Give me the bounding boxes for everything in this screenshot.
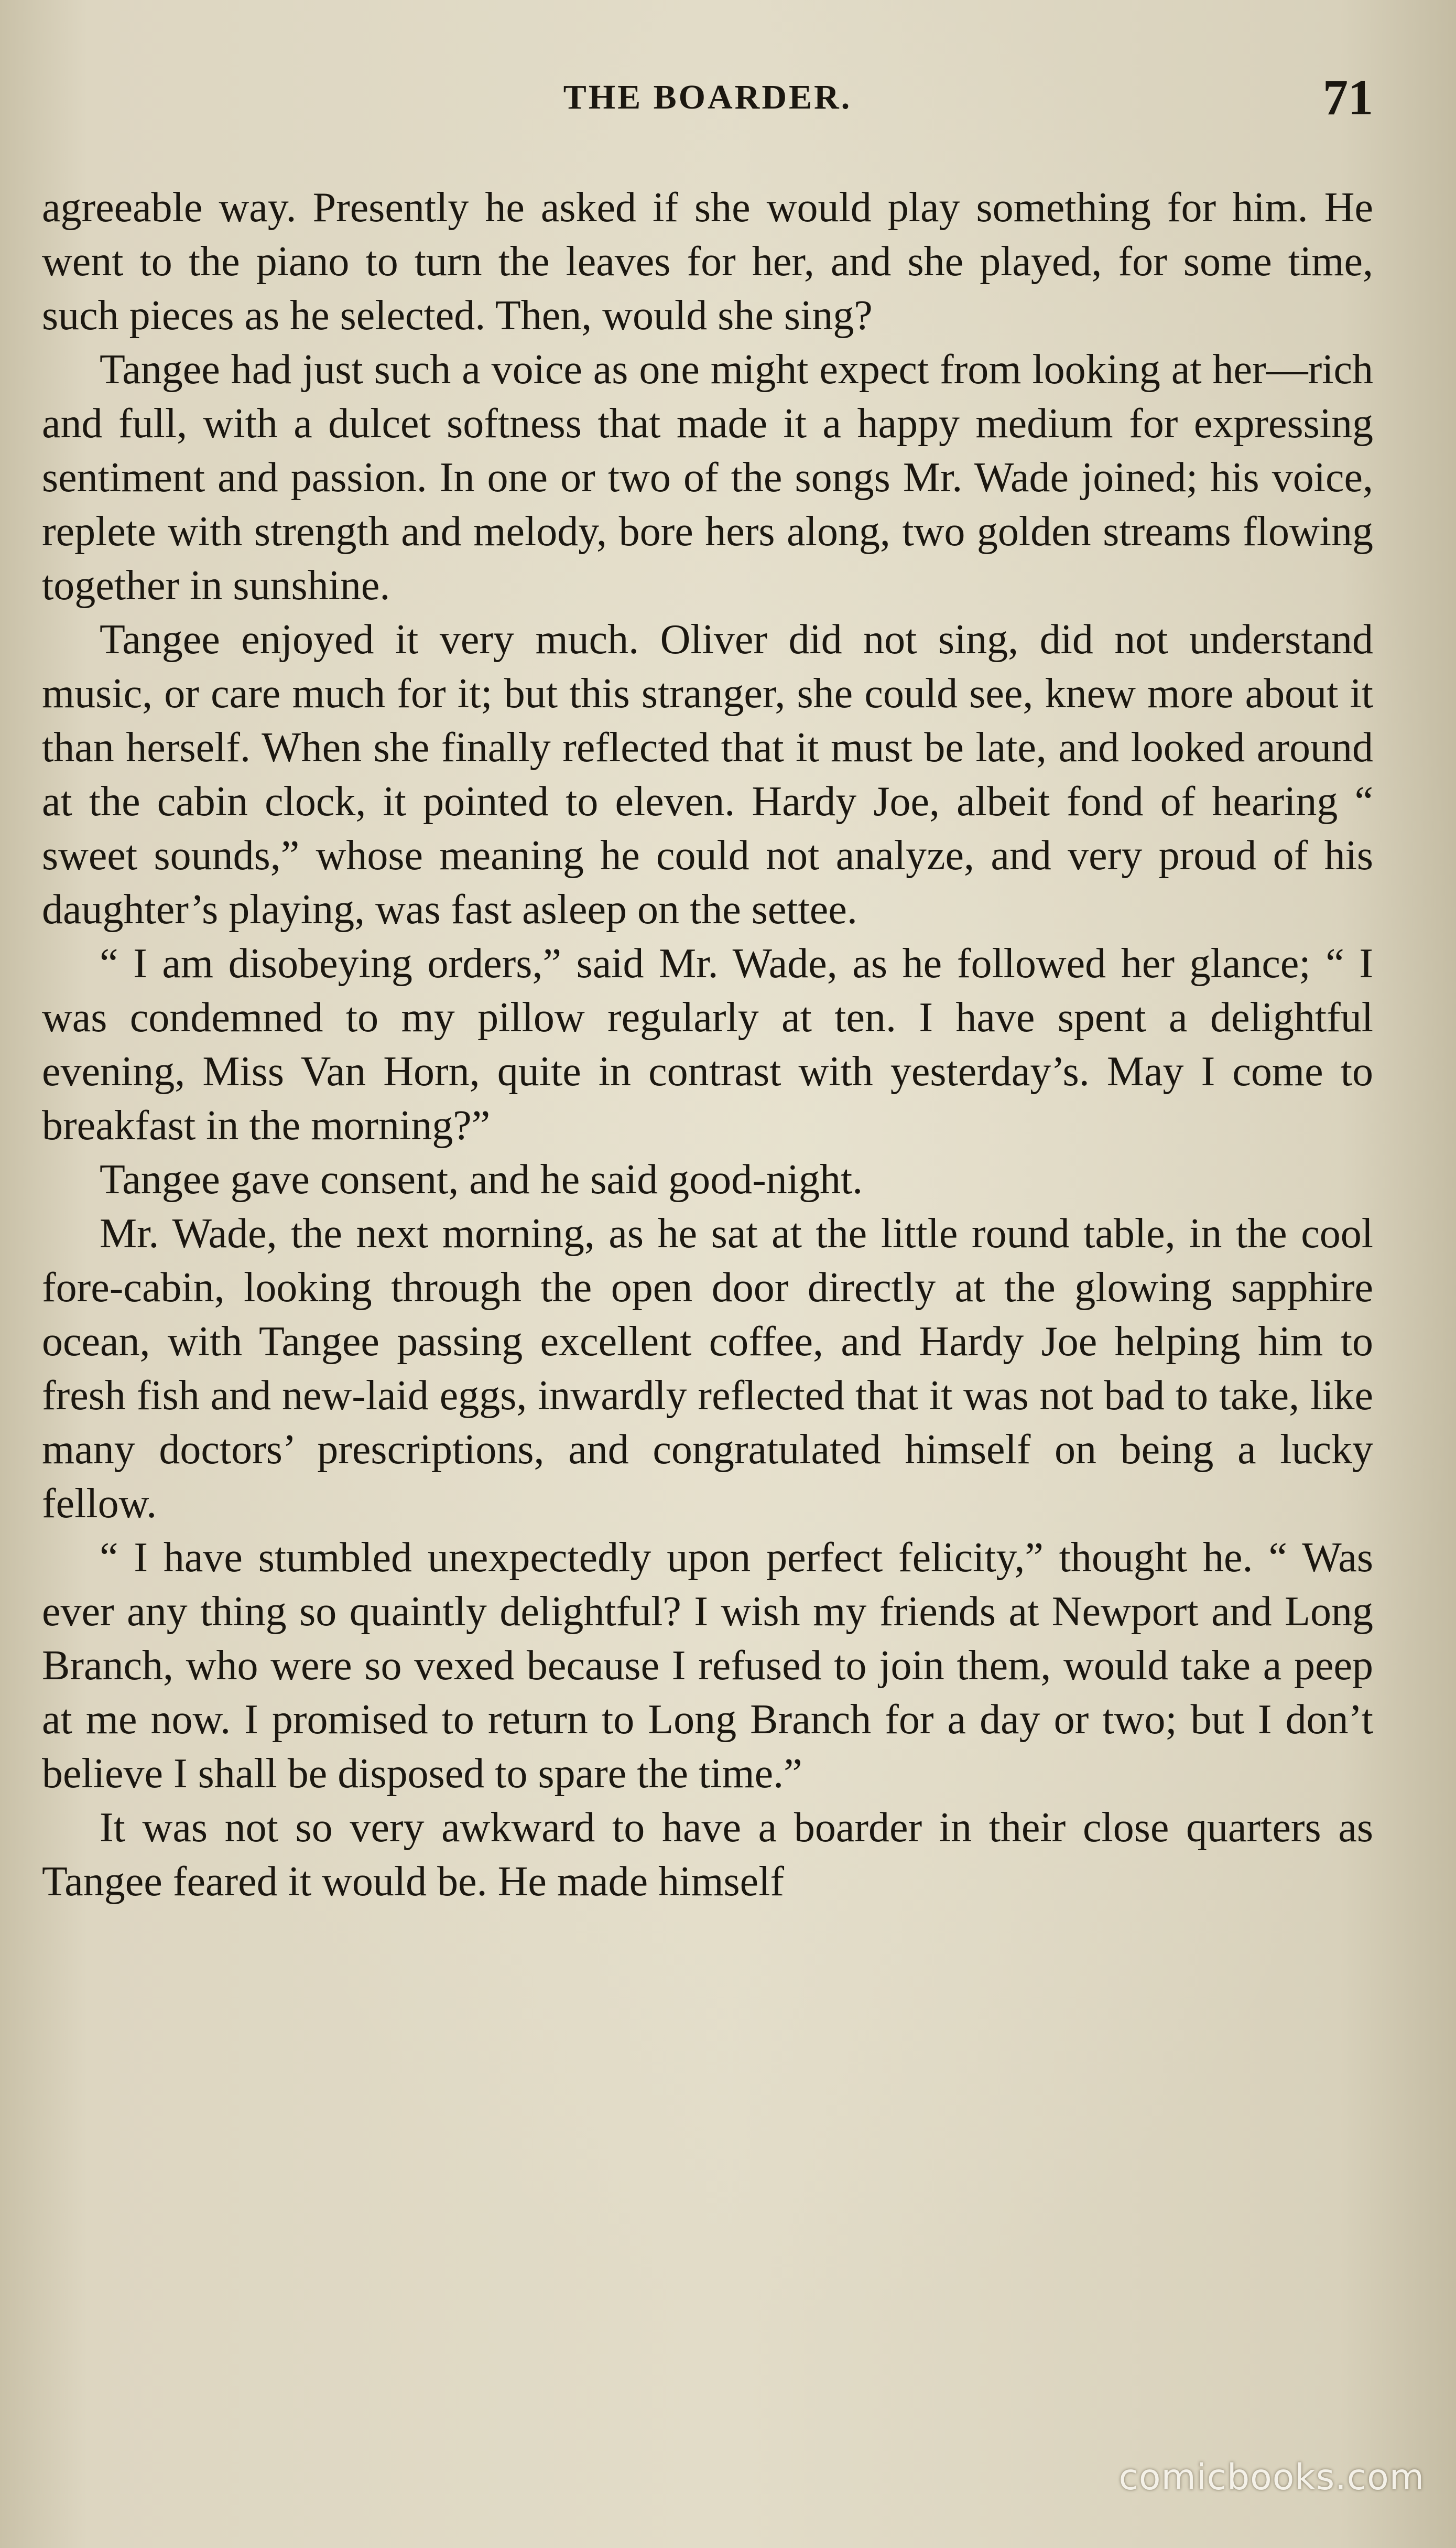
- paragraph: It was not so very awkward to have a boarder in their close quarters as Tangee feared it would be. He made himself: [42, 1805, 1373, 1905]
- page-header: [42, 69, 1373, 131]
- paragraph: Tangee gave consent, and he said good-night.: [100, 1157, 863, 1203]
- body-text: [42, 181, 1373, 1909]
- paragraph: agreeable way. Presently he asked if she would play something for him. He went to the piano to turn the leaves for her, and she played, for some time, such pieces as he selected. Then, would she sing?: [42, 185, 1373, 339]
- paragraph: Mr. Wade, the next morning, as he sat at the little round table, in the cool fore-cabin, looking through the open door directly at the glowing sapphire ocean, with Tangee passing excellent coffee, and Hardy Joe helping him to fresh fish and new-laid eggs, inwardly reflected that it was not bad to take, like many doctors’ prescriptions, and congratulated himself on being a lucky fellow.: [42, 1211, 1373, 1527]
- page-number: 71: [1323, 69, 1373, 125]
- paragraph: Tangee enjoyed it very much. Oliver did not sing, did not understand music, or care much for it; but this stranger, she could see, knew more about it than herself. When she finally reflected that it must be late, and looked around at the cabin clock, it pointed to eleven. Hardy Joe, albeit fond of hearing “ sweet sounds,” whose meaning he could not analyze, and very proud of his daughter’s playing, was fast asleep on the settee.: [42, 617, 1373, 933]
- paragraph: “ I am disobeying orders,” said Mr. Wade, as he followed her glance; “ I was condemned to my pillow regularly at ten. I have spent a delightful evening, Miss Van Horn, quite in contrast with yesterday’s. May I come to breakfast in the morning?”: [42, 941, 1373, 1149]
- paragraph: Tangee had just such a voice as one might expect from looking at her—rich and full, with a dulcet softness that made it a happy medium for expressing sentiment and passion. In one or two of the songs Mr. Wade joined; his voice, replete with strength and melody, bore hers along, two golden streams flowing together in sunshine.: [42, 347, 1373, 609]
- watermark: comicbooks.com: [1118, 2457, 1425, 2498]
- running-head: THE BOARDER.: [563, 78, 852, 116]
- paragraph: “ I have stumbled unexpectedly upon perfect felicity,” thought he. “ Was ever any thing so quaintly delightful? I wish my friends at Newport and Long Branch, who were so vexed because I refused to join them, would take a peep at me now. I promised to return to Long Branch for a day or two; but I don’t believe I shall be disposed to spare the time.”: [42, 1535, 1373, 1797]
